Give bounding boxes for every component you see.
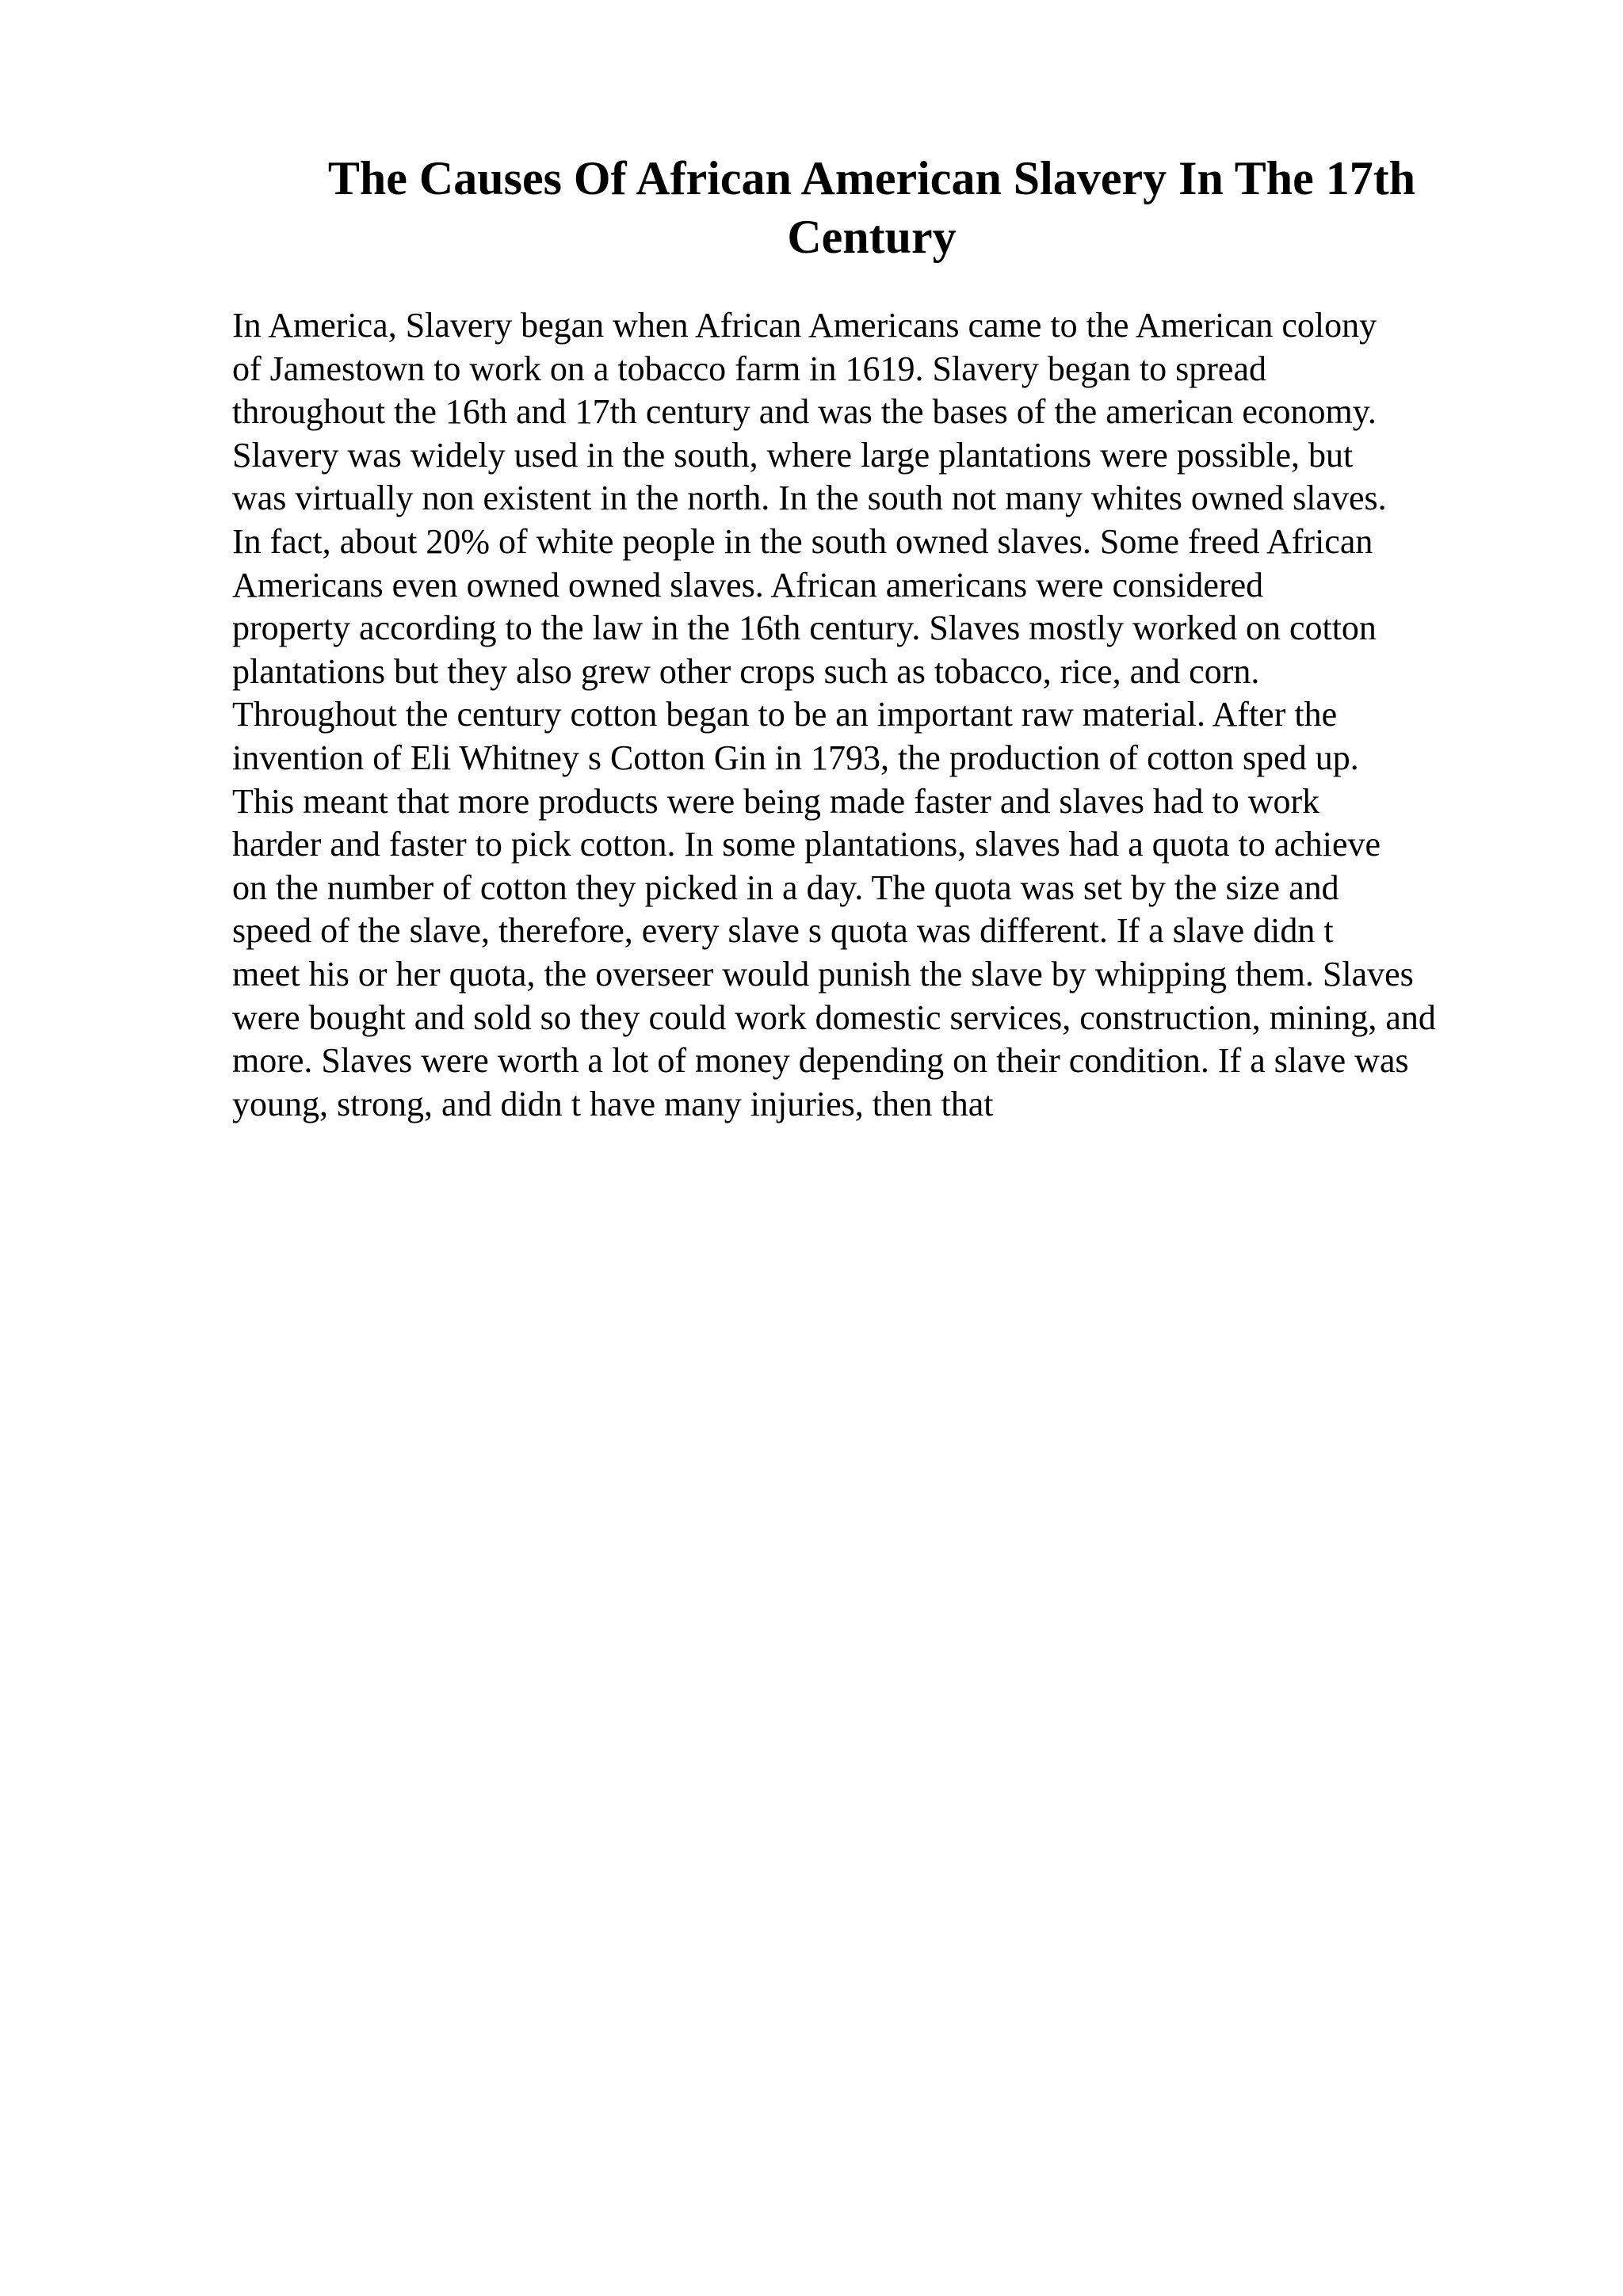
- body-line: was virtually non existent in the north. In the south not many whites owned slaves.: [232, 479, 1387, 518]
- body-line: This meant that more products were being made faster and slaves had to work: [232, 781, 1320, 821]
- body-line: harder and faster to pick cotton. In some plantations, slaves had a quota to achieve: [232, 825, 1381, 864]
- body-line: on the number of cotton they picked in a day. The quota was set by the size and: [232, 868, 1339, 907]
- body-line: plantations but they also grew other crops such as tobacco, rice, and corn.: [232, 651, 1260, 691]
- body-line: young, strong, and didn t have many injuries, then that: [232, 1084, 994, 1123]
- title-line: The Causes Of African American Slavery In The 17th: [327, 152, 1416, 204]
- body-paragraph: [232, 304, 1548, 1126]
- body-line: Americans even owned owned slaves. African americans were considered: [232, 565, 1264, 605]
- document-title: [230, 149, 1514, 266]
- body-line: meet his or her quota, the overseer would punish the slave by whipping them. Slaves: [232, 954, 1414, 994]
- body-line: were bought and sold so they could work domestic services, construction, mining, and: [232, 997, 1436, 1037]
- body-line: throughout the 16th and 17th century and was the bases of the american economy.: [232, 392, 1377, 432]
- body-line: invention of Eli Whitney s Cotton Gin in 1793, the production of cotton sped up.: [232, 738, 1359, 777]
- body-line: of Jamestown to work on a tobacco farm in 1619. Slavery began to spread: [232, 349, 1266, 388]
- body-line: property according to the law in the 16th century. Slaves mostly worked on cotton: [232, 608, 1377, 648]
- body-line: In fact, about 20% of white people in the south owned slaves. Some freed African: [232, 521, 1373, 561]
- body-line: Slavery was widely used in the south, where large plantations were possible, but: [232, 435, 1354, 475]
- body-line: In America, Slavery began when African Americans came to the American colony: [232, 306, 1377, 345]
- body-line: speed of the slave, therefore, every slave s quota was different. If a slave didn t: [232, 911, 1334, 951]
- body-line: Throughout the century cotton began to be an important raw material. After the: [232, 695, 1338, 734]
- title-line: Century: [787, 211, 957, 263]
- body-line: more. Slaves were worth a lot of money depending on their condition. If a slave was: [232, 1041, 1409, 1081]
